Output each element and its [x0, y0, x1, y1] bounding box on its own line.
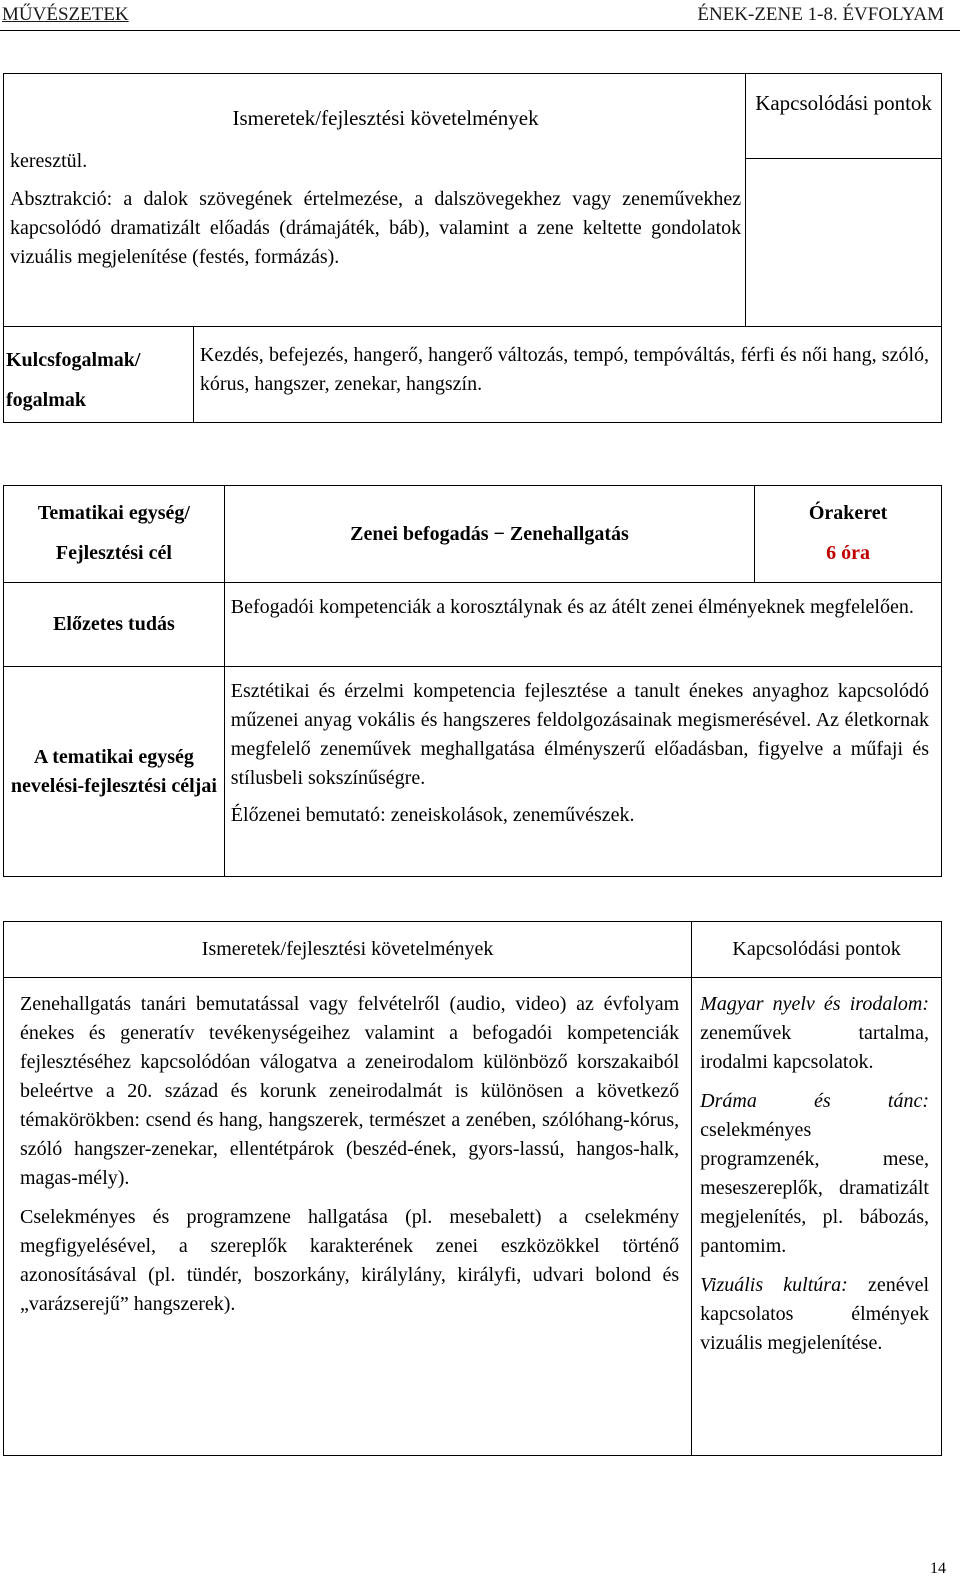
- keywords-text: Kezdés, befejezés, hangerő, hangerő változás, tempó, tempóváltás, férfi és női hang, szóló, kórus, hangszer, zenekar, hangszín.: [193, 327, 941, 423]
- link-item: [700, 1087, 929, 1261]
- link-text: cselekményes programzenék, mese, meseszereplők, dramatizált megjelenítés, pl. bábozás, pantomim.: [700, 1119, 929, 1257]
- hours-cell: [755, 486, 942, 583]
- goals-label: A tematikai egység nevelési-fejlesztési céljai: [4, 667, 225, 877]
- link-text: zeneművek tartalma, irodalmi kapcsolatok.: [700, 1022, 929, 1073]
- keywords-label-line1: Kulcsfogalmak/: [6, 349, 141, 371]
- keywords-label-line2: fogalmak: [6, 389, 86, 411]
- requirements-header: Ismeretek/fejlesztési követelmények: [232, 106, 539, 130]
- requirements-body-p2: Cselekményes és programzene hallgatása (pl. mesebalett) a cselekmény megfigyelésével, a szereplők karakterének zenei eszközökkel történő azonosításával (pl. tündér, boszorkány, királylány, királyfi, udvari bolond és „varázserejű” hangszerek).: [20, 1206, 680, 1315]
- header-subject-link[interactable]: MŰVÉSZETEK: [2, 4, 129, 25]
- hours-label: Órakeret: [808, 502, 888, 524]
- requirements-cell: [4, 74, 746, 327]
- link-subject: Vizuális kultúra:: [700, 1274, 848, 1296]
- requirements-text-p2: Absztrakció: a dalok szövegének értelmezése, a dalszövegekhez vagy zeneművekhez kapcsolódó dramatizált előadás (drámajáték, báb), valamint a zene keltette gondolatok vizuális megjelenítése (festés, formázás).: [10, 188, 742, 268]
- requirements-text-p1: keresztül.: [10, 150, 88, 172]
- requirements-table: [3, 921, 942, 1456]
- goals-text-p2: Élőzenei bemutató: zeneiskolások, zeneművészek.: [230, 804, 635, 826]
- prior-knowledge-label: Előzetes tudás: [4, 583, 225, 667]
- link-subject: Dráma és tánc:: [700, 1090, 929, 1112]
- requirements-header-2: Ismeretek/fejlesztési követelmények: [4, 922, 692, 978]
- unit-label-line1: Tematikai egység/: [37, 502, 190, 524]
- link-text: zenével kapcsolatos élmények vizuális megjelenítése.: [700, 1274, 930, 1354]
- header-grade-range: ÉNEK-ZENE 1-8. ÉVFOLYAM: [697, 4, 944, 25]
- connections-header-2: Kapcsolódási pontok: [692, 922, 942, 978]
- goals-text-p1: Esztétikai és érzelmi kompetencia fejlesztése a tanult énekes anyaghoz kapcsolódó műzenei anyag vokális és hangszeres feldolgozásainak megismerésével. Az életkornak megfelelő zeneművek meghallgatása élményszerű előadásban, figyelve a műfaji és stílusbeli sokszínűségre.: [230, 680, 929, 789]
- link-subject: Magyar nyelv és irodalom:: [700, 993, 929, 1015]
- hours-value: 6 óra: [826, 542, 871, 564]
- unit-label-line2: Fejlesztési cél: [55, 542, 172, 564]
- prior-knowledge-text: Befogadói kompetenciák a korosztálynak és az átélt zenei élményeknek megfelelően.: [224, 583, 941, 667]
- goals-cell: [224, 667, 941, 877]
- requirements-body: [4, 978, 692, 1456]
- connections-cell-empty: [746, 159, 942, 327]
- page-number: 14: [930, 1560, 946, 1577]
- link-item: [700, 1271, 929, 1358]
- link-item: [700, 990, 929, 1077]
- unit-title: Zenei befogadás − Zenehallgatás: [224, 486, 754, 583]
- unit-table: [3, 485, 942, 877]
- header-divider: [0, 30, 960, 31]
- requirements-table-continued: [3, 73, 942, 423]
- connections-body: [692, 978, 942, 1456]
- unit-label: [4, 486, 225, 583]
- connections-header: Kapcsolódási pontok: [746, 74, 942, 159]
- keywords-label: [4, 327, 194, 423]
- requirements-body-p1: Zenehallgatás tanári bemutatással vagy felvételről (audio, video) az évfolyam énekes és generatív tevékenységeihez valamint a befogadói kompetenciák fejlesztéséhez kapcsolódóan válogatva a zeneirodalom különböző korszakaiból beleértve a 20. század és korunk zeneirodalmát is különösen a következő témakörökben: csend és hang, hangszerek, természet a zenében, szólóhang-kórus, szóló hangszer-zenekar, ellentétpárok (beszéd-ének, gyors-lassú, hangos-halk, magas-mély).: [20, 993, 680, 1189]
